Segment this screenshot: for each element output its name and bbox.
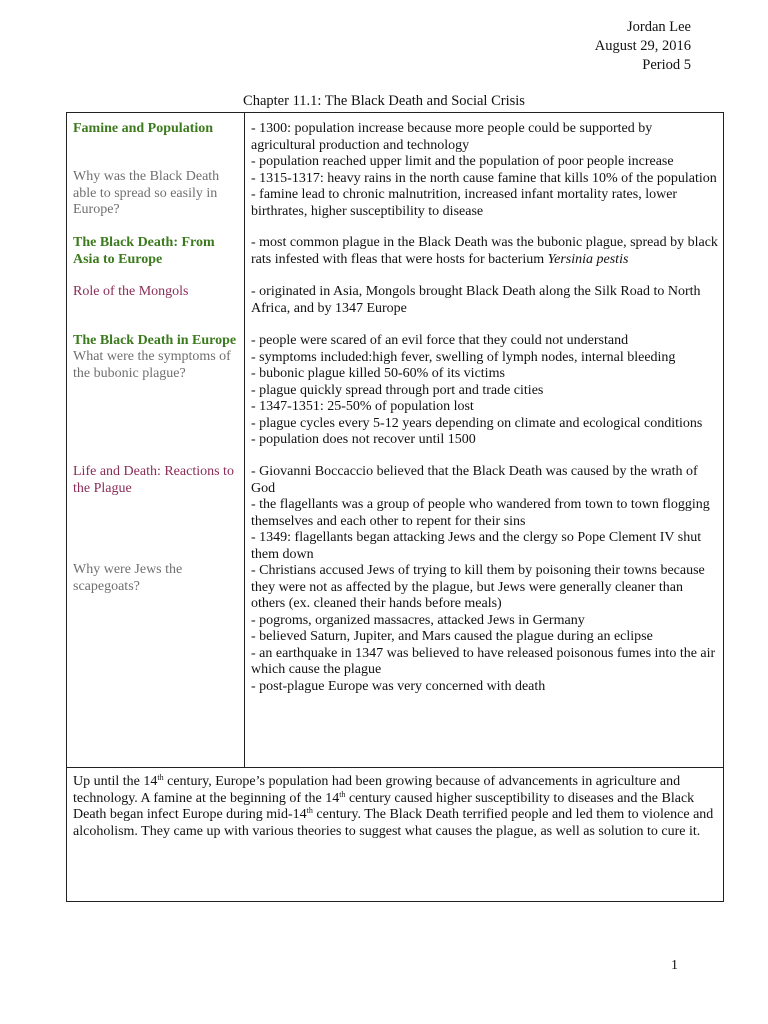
note-line: - population does not recover until 1500: [251, 432, 476, 447]
note-line: - 1300: population increase because more people could be supported by agricultural production and technology: [251, 121, 653, 153]
note-line: - believed Saturn, Jupiter, and Mars caused the plague during an eclipse: [251, 629, 653, 644]
note-line: - plague quickly spread through port and trade cities: [251, 382, 544, 398]
class-period: Period 5: [642, 57, 691, 73]
summary-text: century caused higher susceptibility to diseases and the Black Death began infect Europe during mid-14: [73, 790, 695, 822]
notes-europe: [251, 333, 719, 449]
note-line: - symptoms included:high fever, swelling of lymph nodes, internal bleeding: [251, 349, 676, 365]
summary-text: Up until the 14: [73, 774, 158, 789]
notes-asia: [251, 235, 719, 268]
superscript: th: [339, 789, 346, 799]
cue-famine-heading: Famine and Population: [73, 121, 214, 136]
page-title: Chapter 11.1: The Black Death and Social Crisis: [243, 93, 525, 109]
superscript: th: [306, 806, 313, 815]
cue-symptoms-question: What were the symptoms of the bubonic plague?: [73, 349, 231, 381]
note-line: - famine lead to chronic malnutrition, increased infant mortality rates, lower birthrates, higher susceptibility to disease: [251, 187, 678, 219]
cue-famine-question: Why was the Black Death able to spread so easily in Europe?: [73, 169, 220, 217]
note-line: - Giovanni Boccaccio believed that the Black Death was caused by the wrath of God: [251, 464, 698, 496]
note-line: - 1347-1351: 25-50% of population lost: [251, 399, 474, 414]
author-name: Jordan Lee: [626, 19, 691, 35]
note-line: - originated in Asia, Mongols brought Black Death along the Silk Road to North Africa, and by 1347 Europe: [251, 284, 701, 316]
note-line: - an earthquake in 1347 was believed to have released poisonous fumes into the air which cause the plague: [251, 645, 716, 677]
superscript: th: [157, 773, 164, 782]
cue-asia-heading: The Black Death: From Asia to Europe: [73, 235, 215, 267]
species-name: Yersinia pestis: [547, 251, 629, 267]
note-line: - Christians accused Jews of trying to kill them by poisoning their towns because they were not as affected by the plague, but Jews were generally cleaner than others (ex. cleaned their hands before meals): [251, 563, 705, 611]
note-line: - population reached upper limit and the population of poor people increase: [251, 154, 674, 169]
cue-jews-question: Why were Jews the scapegoats?: [73, 562, 183, 594]
cornell-notes-table: [66, 112, 724, 768]
note-line: - bubonic plague killed 50-60% of its victims: [251, 366, 505, 381]
note-line: - pogroms, organized massacres, attacked Jews in Germany: [251, 612, 585, 628]
page-number: 1: [671, 958, 678, 973]
notes-reactions: [251, 464, 719, 695]
cue-europe-heading: The Black Death in Europe: [73, 333, 237, 348]
note-line: - 1349: flagellants began attacking Jews and the clergy so Pope Clement IV shut them down: [251, 530, 702, 562]
cue-reactions-heading: Life and Death: Reactions to the Plague: [73, 464, 234, 496]
summary-text: century. The Black Death terrified people and led them to violence and alcoholism. They came up with various theories to suggest what causes the plague, as well as solution to cure it.: [73, 807, 714, 839]
cue-mongols: Role of the Mongols: [73, 284, 189, 299]
note-line: - post-plague Europe was very concerned with death: [251, 678, 546, 694]
summary-box: [66, 767, 724, 902]
summary-text: century, Europe’s population had been growing because of advancements in agriculture and technology. A famine at the beginning of the 14: [73, 774, 681, 806]
column-divider: [244, 113, 245, 767]
document-header: [595, 18, 691, 75]
notes-mongols: [251, 284, 719, 317]
note-line: - 1315-1317: heavy rains in the north cause famine that kills 10% of the population: [251, 170, 717, 186]
note-line: - most common plague in the Black Death was the bubonic plague, spread by black rats infested with fleas that were hosts for bacterium: [251, 235, 718, 267]
note-line: - plague cycles every 5-12 years depending on climate and ecological conditions: [251, 415, 703, 431]
note-line: - people were scared of an evil force that they could not understand: [251, 333, 629, 348]
notes-famine: [251, 121, 719, 220]
document-date: August 29, 2016: [594, 38, 691, 54]
note-line: - the flagellants was a group of people who wandered from town to town flogging themselves and each other to repent for their sins: [251, 497, 710, 529]
